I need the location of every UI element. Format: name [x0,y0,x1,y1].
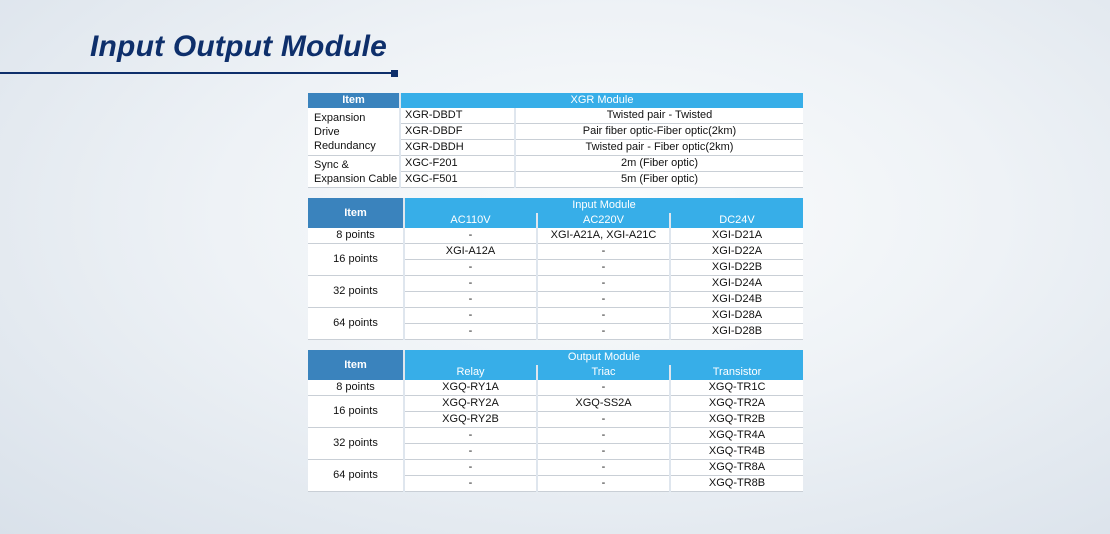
xgr-table-body [308,108,803,188]
table-cell: XGQ-RY2B [404,412,537,428]
table-cell: XGI-A12A [404,244,537,260]
row-label [308,108,400,156]
row-label-line: Expansion [314,111,366,124]
model-cell: XGC-F201 [400,156,515,172]
table-cell: XGQ-TR8A [670,460,803,476]
xgr-header-module: XGR Module [400,93,803,108]
input-module-table [308,198,803,340]
row-label: 32 points [308,428,404,460]
row-label: 16 points [308,244,404,276]
model-cell: XGC-F501 [400,172,515,188]
table-row [308,156,803,172]
table-cell: - [537,244,670,260]
xgr-module-table [308,93,803,188]
row-label-line: Redundancy [314,139,376,152]
row-label [308,156,400,188]
table-cell: - [404,276,537,292]
table-cell: XGI-D24B [670,292,803,308]
table-cell: - [537,476,670,492]
table-row [308,228,803,244]
row-label: 32 points [308,276,404,308]
model-cell: XGR-DBDH [400,140,515,156]
description-cell: Twisted pair - Fiber optic(2km) [515,140,803,156]
description-cell: Pair fiber optic-Fiber optic(2km) [515,124,803,140]
xgr-header-item: Item [308,93,400,108]
row-label: 64 points [308,308,404,340]
row-label: 8 points [308,380,404,396]
table-cell: XGI-D24A [670,276,803,292]
table-row [308,108,803,124]
input-table-body [308,228,803,340]
table-cell: - [537,380,670,396]
table-cell: - [404,476,537,492]
table-cell: XGI-D21A [670,228,803,244]
table-cell: - [404,228,537,244]
output-header-item: Item [308,350,404,380]
table-cell: XGI-D28A [670,308,803,324]
description-cell: Twisted pair - Twisted [515,108,803,124]
table-cell: XGI-D22A [670,244,803,260]
table-cell: - [404,428,537,444]
output-module-table [308,350,803,492]
input-header-module: Input Module [404,198,803,213]
table-cell: - [404,308,537,324]
table-cell: - [537,428,670,444]
table-cell: - [537,324,670,340]
table-cell: XGQ-TR2A [670,396,803,412]
row-label-line: Sync & [314,158,349,171]
table-cell: XGQ-TR1C [670,380,803,396]
table-cell: - [537,276,670,292]
table-row [308,244,803,260]
title-underline-marker [391,70,398,77]
model-cell: XGR-DBDT [400,108,515,124]
column-header: Transistor [670,365,803,380]
row-label-line: Drive [314,125,340,138]
table-cell: - [537,292,670,308]
title-underline [0,72,394,74]
column-header: Triac [537,365,670,380]
table-cell: XGQ-RY2A [404,396,537,412]
table-cell: XGQ-SS2A [537,396,670,412]
table-cell: - [537,444,670,460]
table-row [308,428,803,444]
table-cell: XGQ-TR4B [670,444,803,460]
table-cell: - [537,412,670,428]
table-cell: - [537,308,670,324]
table-row [308,380,803,396]
table-cell: - [404,444,537,460]
table-row [308,396,803,412]
output-header-module: Output Module [404,350,803,365]
table-cell: XGQ-TR8B [670,476,803,492]
table-cell: - [537,460,670,476]
page-title: Input Output Module [90,30,388,63]
module-tables [308,93,803,492]
row-label-line: Expansion Cable [314,172,398,185]
column-header: DC24V [670,213,803,228]
table-cell: - [404,292,537,308]
table-cell: - [404,324,537,340]
output-table-body [308,380,803,492]
table-row [308,276,803,292]
table-cell: XGQ-RY1A [404,380,537,396]
table-cell: XGI-D28B [670,324,803,340]
description-cell: 2m (Fiber optic) [515,156,803,172]
column-header: AC110V [404,213,537,228]
table-cell: XGI-D22B [670,260,803,276]
row-label: 16 points [308,396,404,428]
table-row [308,460,803,476]
column-header: Relay [404,365,537,380]
row-label: 8 points [308,228,404,244]
table-cell: XGI-A21A, XGI-A21C [537,228,670,244]
table-cell: - [537,260,670,276]
input-header-item: Item [308,198,404,228]
table-cell: - [404,260,537,276]
model-cell: XGR-DBDF [400,124,515,140]
table-row [308,308,803,324]
row-label: 64 points [308,460,404,492]
table-cell: XGQ-TR4A [670,428,803,444]
description-cell: 5m (Fiber optic) [515,172,803,188]
column-header: AC220V [537,213,670,228]
table-cell: XGQ-TR2B [670,412,803,428]
table-cell: - [404,460,537,476]
